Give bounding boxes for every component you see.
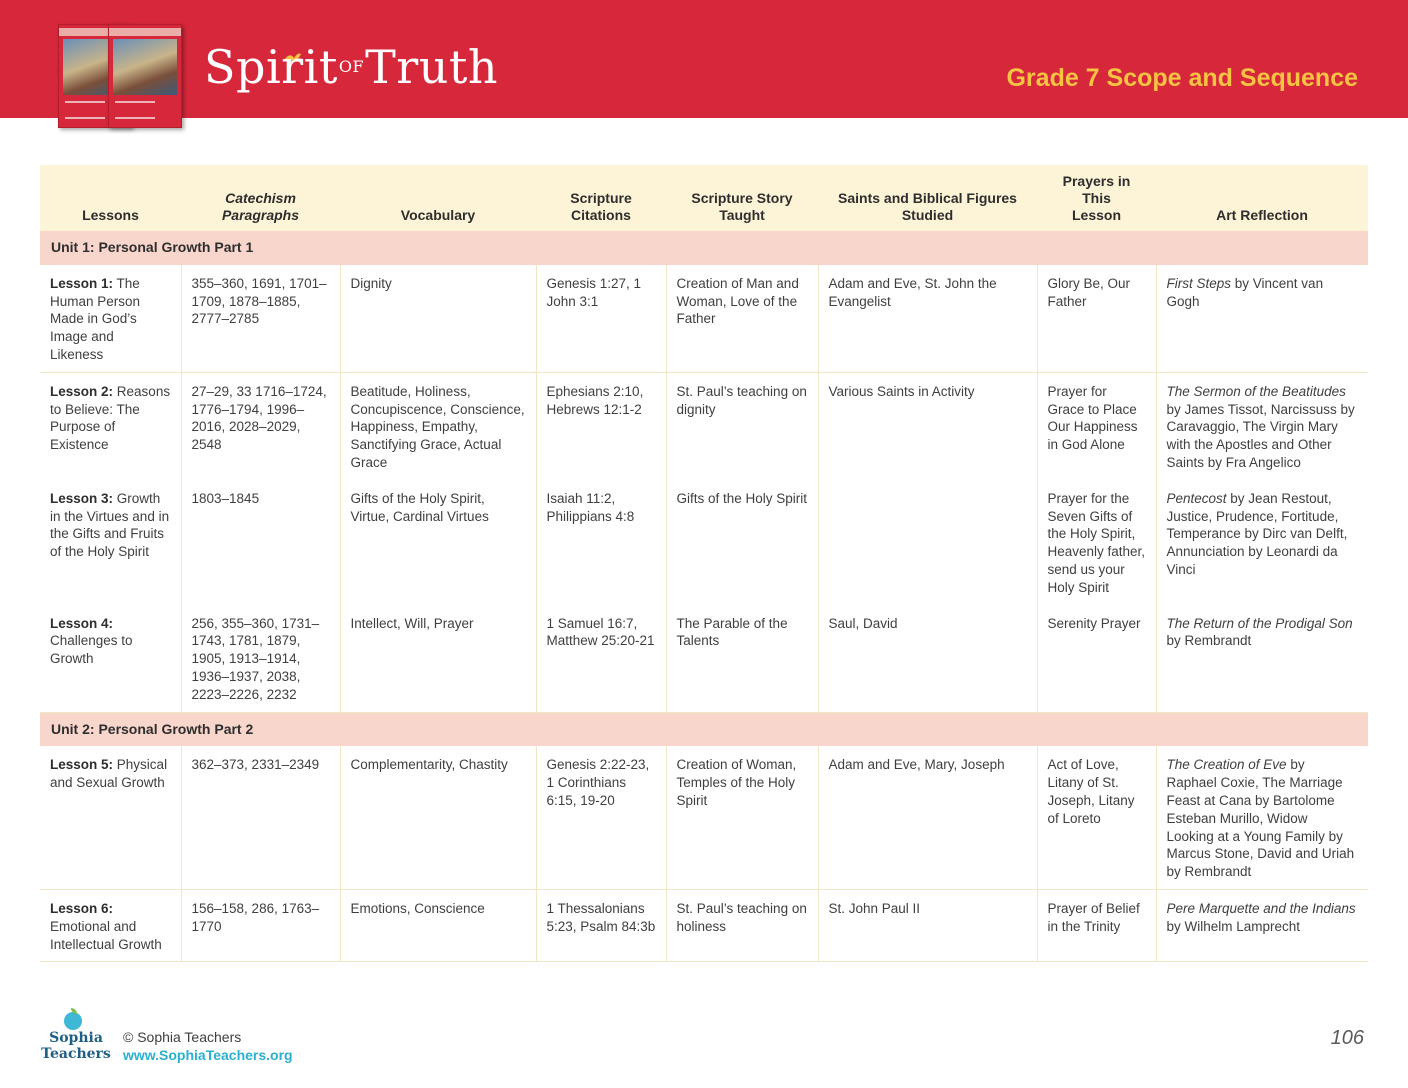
artwork-details: by Jean Restout, Justice, Prudence, Fortitude, Temperance by Dirc van Delft, Annunciation by Leonardi da Vinci	[1166, 490, 1348, 577]
column-header: Lessons	[40, 165, 181, 231]
prayers-cell: Serenity Prayer	[1037, 605, 1156, 712]
artwork-title: Pere Marquette and the Indians	[1166, 900, 1356, 916]
prayers-cell: Act of Love, Litany of St. Joseph, Litany of Loreto	[1037, 746, 1156, 889]
catechism-cell: 362–373, 2331–2349	[181, 746, 340, 889]
artwork-title: Pentecost	[1166, 490, 1227, 506]
table-row	[40, 372, 1368, 479]
scope-sequence-table	[40, 165, 1368, 962]
lesson-label: Lesson 3:	[50, 490, 114, 506]
artwork-title: The Return of the Prodigal Son	[1166, 615, 1353, 631]
table-row	[40, 605, 1368, 712]
saints-cell	[818, 480, 1037, 605]
artwork-title: The Creation of Eve	[1166, 757, 1287, 773]
catechism-cell: 256, 355–360, 1731–1743, 1781, 1879, 1905, 1913–1914, 1936–1937, 2038, 2223–2226, 2232	[181, 605, 340, 712]
lesson-name: Challenges to Growth	[50, 633, 133, 667]
column-header: Scripture Story Taught	[666, 165, 818, 231]
art-reflection-cell	[1156, 605, 1368, 712]
artwork-title: The Sermon of the Beatitudes	[1166, 383, 1346, 399]
lesson-name: Reasons to Believe: The Purpose of Existence	[50, 383, 171, 453]
saints-cell: Adam and Eve, St. John the Evangelist	[818, 265, 1037, 372]
lesson-cell	[40, 372, 181, 479]
lesson-cell	[40, 746, 181, 889]
column-header: Vocabulary	[340, 165, 536, 231]
apple-icon	[64, 1012, 82, 1030]
vocabulary-cell: Gifts of the Holy Spirit, Virtue, Cardinal Virtues	[340, 480, 536, 605]
scripture-cell: Isaiah 11:2, Philippians 4:8	[536, 480, 666, 605]
table-row	[40, 480, 1368, 605]
page-number: 106	[1330, 1027, 1364, 1049]
vocabulary-cell: Beatitude, Holiness, Concupiscence, Conscience, Happiness, Empathy, Sanctifying Grace, Actual Grace	[340, 372, 536, 479]
website-link[interactable]: www.SophiaTeachers.org	[123, 1047, 293, 1063]
artwork-title: First Steps	[1166, 275, 1232, 291]
lesson-name: Growth in the Virtues and in the Gifts and Fruits of the Holy Spirit	[50, 490, 170, 560]
scripture-cell: 1 Samuel 16:7, Matthew 25:20-21	[536, 605, 666, 712]
artwork-details: by Rembrandt	[1166, 633, 1252, 649]
page-title: Grade 7 Scope and Sequence	[1006, 64, 1358, 92]
unit-title: Unit 2: Personal Growth Part 2	[40, 712, 1368, 746]
header-banner	[0, 0, 1408, 118]
copyright-text: © Sophia Teachers	[123, 1029, 242, 1045]
unit-row	[40, 712, 1368, 746]
scripture-cell: 1 Thessalonians 5:23, Psalm 84:3b	[536, 889, 666, 961]
lesson-cell	[40, 889, 181, 961]
sophia-teachers-logo: Sophia Teachers	[40, 1010, 110, 1070]
table-row	[40, 889, 1368, 961]
vocabulary-cell: Complementarity, Chastity	[340, 746, 536, 889]
catechism-cell: 27–29, 33 1716–1724, 1776–1794, 1996– 2016, 2028–2029, 2548	[181, 372, 340, 479]
saints-cell: Adam and Eve, Mary, Joseph	[818, 746, 1037, 889]
artwork-details: by Wilhelm Lamprecht	[1166, 918, 1301, 934]
lesson-name: The Human Person Made in God’s Image and Likeness	[50, 275, 141, 362]
prayers-cell: Glory Be, Our Father	[1037, 265, 1156, 372]
scripture-cell: Genesis 1:27, 1 John 3:1	[536, 265, 666, 372]
column-header: Prayers in This Lesson	[1037, 165, 1156, 231]
art-reflection-cell	[1156, 889, 1368, 961]
catechism-cell: 1803–1845	[181, 480, 340, 605]
story-cell: Creation of Woman, Temples of the Holy Spirit	[666, 746, 818, 889]
book-covers-image	[58, 24, 186, 132]
column-header: Scripture Citations	[536, 165, 666, 231]
vocabulary-cell: Emotions, Conscience	[340, 889, 536, 961]
column-header: Art Reflection	[1156, 165, 1368, 231]
lesson-name: Emotional and Intellectual Growth	[50, 918, 162, 952]
table-row	[40, 746, 1368, 889]
lesson-cell	[40, 605, 181, 712]
unit-row	[40, 231, 1368, 265]
vocabulary-cell: Intellect, Will, Prayer	[340, 605, 536, 712]
scripture-cell: Genesis 2:22-23, 1 Corinthians 6:15, 19-20	[536, 746, 666, 889]
prayers-cell: Prayer for the Seven Gifts of the Holy Spirit, Heavenly father, send us your Holy Spirit	[1037, 480, 1156, 605]
art-reflection-cell	[1156, 265, 1368, 372]
unit-title: Unit 1: Personal Growth Part 1	[40, 231, 1368, 265]
story-cell: Creation of Man and Woman, Love of the Father	[666, 265, 818, 372]
saints-cell: Various Saints in Activity	[818, 372, 1037, 479]
column-header: Catechism Paragraphs	[181, 165, 340, 231]
column-header: Saints and Biblical Figures Studied	[818, 165, 1037, 231]
story-cell: St. Paul’s teaching on dignity	[666, 372, 818, 479]
catechism-cell: 156–158, 286, 1763–1770	[181, 889, 340, 961]
art-reflection-cell	[1156, 480, 1368, 605]
table-header-row	[40, 165, 1368, 231]
lesson-cell	[40, 480, 181, 605]
prayers-cell: Prayer of Belief in the Trinity	[1037, 889, 1156, 961]
lesson-label: Lesson 1:	[50, 275, 114, 291]
lesson-label: Lesson 2:	[50, 383, 114, 399]
artwork-details: by Raphael Coxie, The Marriage Feast at Cana by Bartolome Esteban Murillo, Widow Looking at a Young Family by Marcus Stone, David and Uriah by Rembrandt	[1166, 757, 1355, 880]
saints-cell: St. John Paul II	[818, 889, 1037, 961]
artwork-details: by Vincent van Gogh	[1166, 275, 1324, 309]
saints-cell: Saul, David	[818, 605, 1037, 712]
spirit-of-truth-logo: SpiritOFTruth	[204, 40, 498, 94]
lesson-cell	[40, 265, 181, 372]
story-cell: St. Paul’s teaching on holiness	[666, 889, 818, 961]
artwork-details: by James Tissot, Narcissuss by Caravaggio, The Virgin Mary with the Apostles and Other Saints by Fra Angelico	[1166, 401, 1355, 470]
art-reflection-cell	[1156, 372, 1368, 479]
lesson-name: Physical and Sexual Growth	[50, 757, 168, 791]
prayers-cell: Prayer for Grace to Place Our Happiness in God Alone	[1037, 372, 1156, 479]
story-cell: The Parable of the Talents	[666, 605, 818, 712]
lesson-label: Lesson 5:	[50, 757, 114, 773]
lesson-label: Lesson 6:	[50, 900, 114, 916]
book-cover-back	[108, 24, 182, 128]
scripture-cell: Ephesians 2:10, Hebrews 12:1-2	[536, 372, 666, 479]
catechism-cell: 355–360, 1691, 1701–1709, 1878–1885, 2777–2785	[181, 265, 340, 372]
art-reflection-cell	[1156, 746, 1368, 889]
table-row	[40, 265, 1368, 372]
story-cell: Gifts of the Holy Spirit	[666, 480, 818, 605]
lesson-label: Lesson 4:	[50, 615, 114, 631]
vocabulary-cell: Dignity	[340, 265, 536, 372]
